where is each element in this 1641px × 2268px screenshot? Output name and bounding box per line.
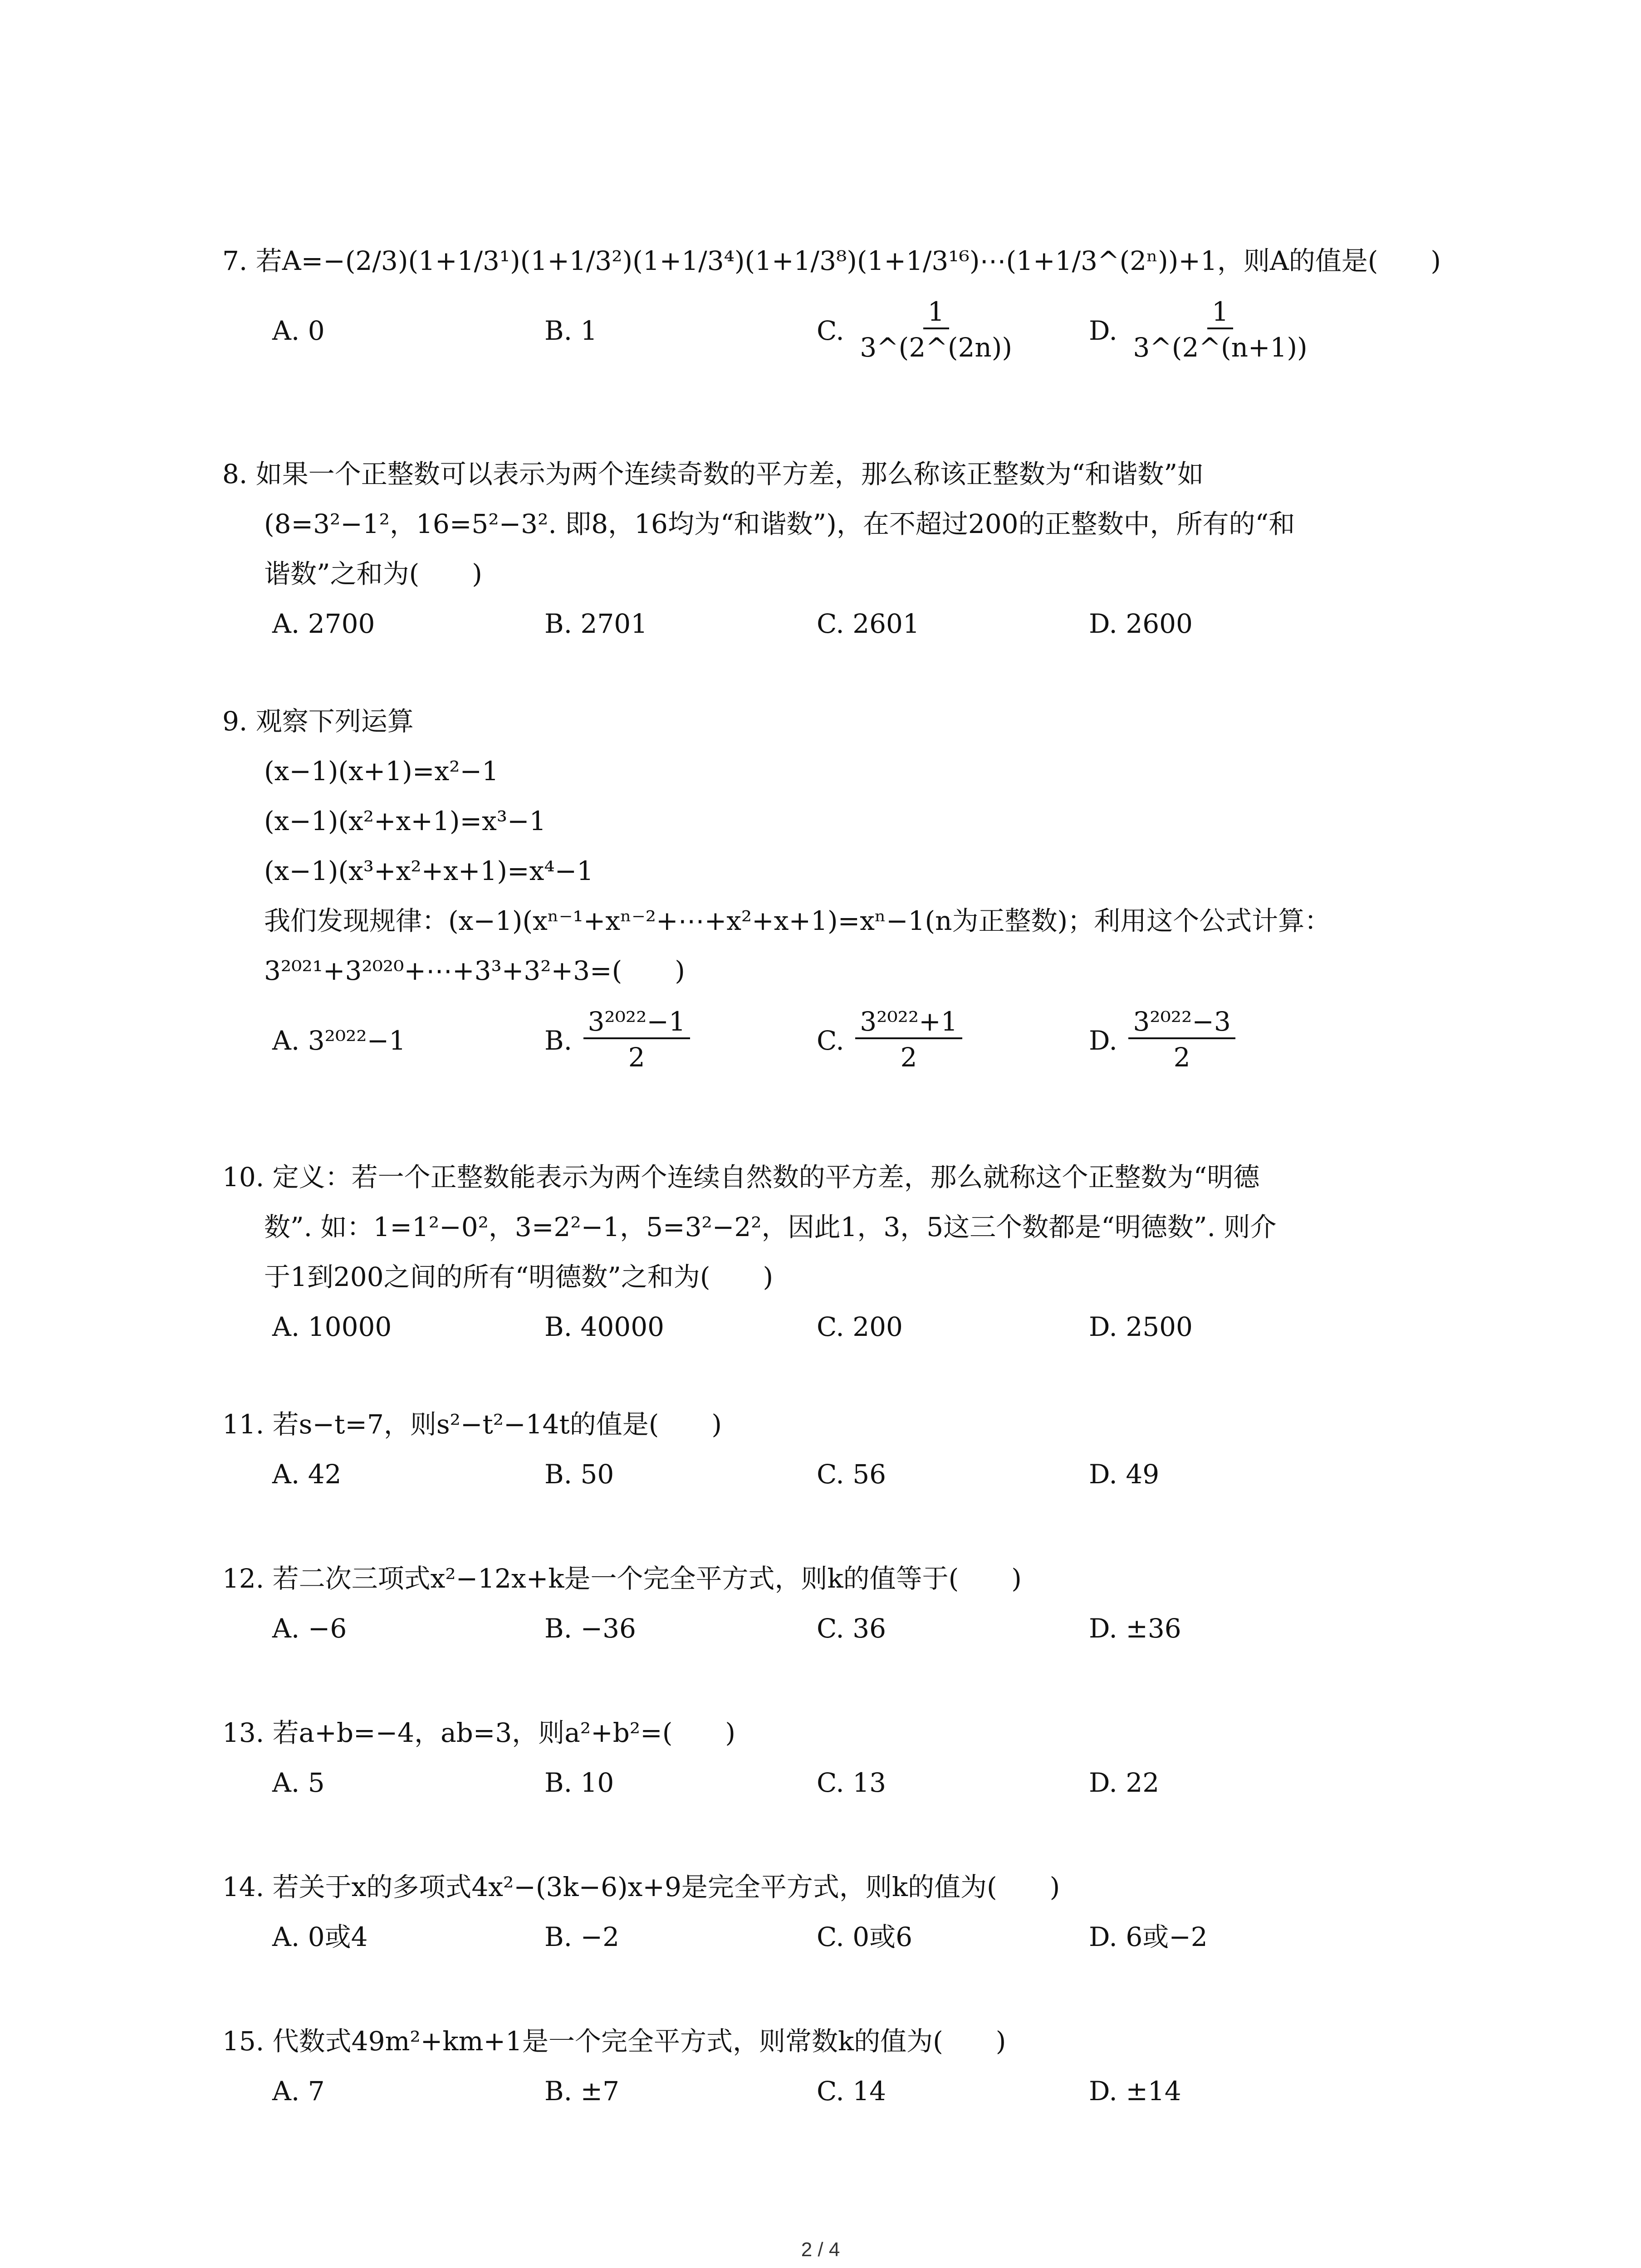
option-d: D. 22	[1089, 1767, 1160, 1798]
option-d: D. 2500	[1089, 1311, 1193, 1342]
fraction: $\frac{\text{3²⁰²²+1}}{2}$	[855, 1006, 962, 1075]
options-row	[222, 599, 1447, 649]
option-c: C. $\frac{\text{3²⁰²²+1}}{2}$	[817, 1002, 1089, 1079]
option-d: D. 49	[1089, 1459, 1160, 1490]
options-row	[222, 292, 1447, 369]
option-d: D. $\frac{\text{3²⁰²²−3}}{2}$	[1089, 1002, 1361, 1079]
question-text: 14. 若关于x的多项式4x²−(3k−6)x+9是完全平方式，则k的值为( )	[222, 1872, 1060, 1902]
question-text: (8=3²−1²，16=5²−3². 即8，16均为“和谐数”)，在不超过200的正整数中，所有的“和	[264, 508, 1295, 539]
options-row	[222, 1758, 1447, 1808]
option-d: D. 2600	[1089, 608, 1193, 639]
options-row	[222, 1603, 1447, 1653]
option-c: C. 13	[817, 1767, 886, 1798]
option-b: B. 40000	[544, 1311, 665, 1342]
question-text: 13. 若a+b=−4，ab=3，则a²+b²=( )	[222, 1717, 735, 1748]
option-d: D. ±36	[1089, 1613, 1181, 1644]
option-a: A. 2700	[272, 608, 375, 639]
option-d: D. $\frac{1}{3\^{}(2\^{}(n+1))}$	[1089, 292, 1361, 369]
question-text: 于1到200之间的所有“明德数”之和为( )	[264, 1261, 774, 1292]
question-7	[222, 236, 1447, 369]
option-c: C. 14	[817, 2076, 886, 2107]
question-9	[222, 696, 1447, 1079]
option-a: A. 42	[272, 1459, 342, 1490]
page-number: 2 / 4	[801, 2239, 840, 2261]
question-10	[222, 1152, 1447, 1352]
option-a: A. 0或4	[272, 1921, 368, 1952]
question-text: 数”. 如：1=1²−0²，3=2²−1，5=3²−2²，因此1，3，5这三个数都是“明德数”. 则介	[264, 1212, 1277, 1242]
option-a: A. −6	[272, 1613, 347, 1644]
question-13	[222, 1708, 1447, 1808]
option-a: A. 7	[272, 2076, 325, 2107]
option-a: A. 3²⁰²²−1	[272, 1025, 406, 1056]
question-text: 7. 若A=−(2/3)(1+1/3¹)(1+1/3²)(1+1/3⁴)(1+1/3⁸)(1+1/3¹⁶)⋯(1+1/3^(2ⁿ))+1，则A的值是( )	[222, 245, 1441, 276]
formula-line: (x−1)(x+1)=x²−1	[264, 756, 499, 787]
option-b: B. −2	[544, 1921, 619, 1952]
options-row	[222, 1912, 1447, 1962]
option-d: D. ±14	[1089, 2076, 1181, 2107]
option-c: C. 56	[817, 1459, 886, 1490]
question-text: 8. 如果一个正整数可以表示为两个连续奇数的平方差，那么称该正整数为“和谐数”如	[222, 459, 1204, 489]
options-row	[222, 2066, 1447, 2116]
options-row	[222, 1449, 1447, 1499]
question-text: 10. 定义：若一个正整数能表示为两个连续自然数的平方差，那么就称这个正整数为“明德	[222, 1162, 1260, 1193]
option-b: B. ±7	[544, 2076, 619, 2107]
fraction: $\frac{1}{3\^{}(2\^{}(n+1))}$	[1133, 296, 1308, 363]
question-11	[222, 1399, 1447, 1499]
option-b: B. 2701	[544, 608, 648, 639]
option-c: C. 2601	[817, 608, 920, 639]
option-c: C. 200	[817, 1311, 903, 1342]
formula-line: (x−1)(x³+x²+x+1)=x⁴−1	[264, 855, 594, 886]
question-text: 12. 若二次三项式x²−12x+k是一个完全平方式，则k的值等于( )	[222, 1563, 1022, 1594]
options-row	[222, 1002, 1447, 1079]
option-d: D. 6或−2	[1089, 1921, 1208, 1952]
option-c: C. $\frac{1}{3\^{}(2\^{}(2n))}$	[817, 292, 1089, 369]
option-b: B. $\frac{\text{3²⁰²²−1}}{2}$	[544, 1002, 817, 1079]
formula-line: (x−1)(x²+x+1)=x³−1	[264, 806, 546, 836]
question-text: 9. 观察下列运算	[222, 706, 414, 737]
option-c: C. 36	[817, 1613, 886, 1644]
question-text: 15. 代数式49m²+km+1是一个完全平方式，则常数k的值为( )	[222, 2026, 1006, 2057]
question-text: 我们发现规律：(x−1)(xⁿ⁻¹+xⁿ⁻²+⋯+x²+x+1)=xⁿ−1(n为正整数)；利用这个公式计算：	[264, 905, 1331, 936]
option-a: A. 5	[272, 1767, 325, 1798]
question-text: 3²⁰²¹+3²⁰²⁰+⋯+3³+3²+3=( )	[264, 955, 685, 986]
option-b: B. 10	[544, 1767, 614, 1798]
question-text: 谐数”之和为( )	[264, 558, 482, 589]
question-14	[222, 1862, 1447, 1962]
option-a: A. 10000	[272, 1311, 392, 1342]
fraction: $\frac{1}{3\^{}(2\^{}(2n))}$	[860, 296, 1012, 363]
question-15	[222, 2016, 1447, 2116]
option-b: B. 50	[544, 1459, 614, 1490]
fraction: $\frac{\text{3²⁰²²−1}}{2}$	[583, 1006, 690, 1075]
option-c: C. 0或6	[817, 1921, 912, 1952]
question-12	[222, 1554, 1447, 1653]
question-text: 11. 若s−t=7，则s²−t²−14t的值是( )	[222, 1409, 722, 1440]
question-8	[222, 449, 1447, 649]
option-b: B. 1	[544, 315, 598, 346]
fraction: $\frac{\text{3²⁰²²−3}}{2}$	[1128, 1006, 1235, 1075]
options-row	[222, 1302, 1447, 1352]
option-a: A. 0	[272, 315, 325, 346]
option-b: B. −36	[544, 1613, 636, 1644]
